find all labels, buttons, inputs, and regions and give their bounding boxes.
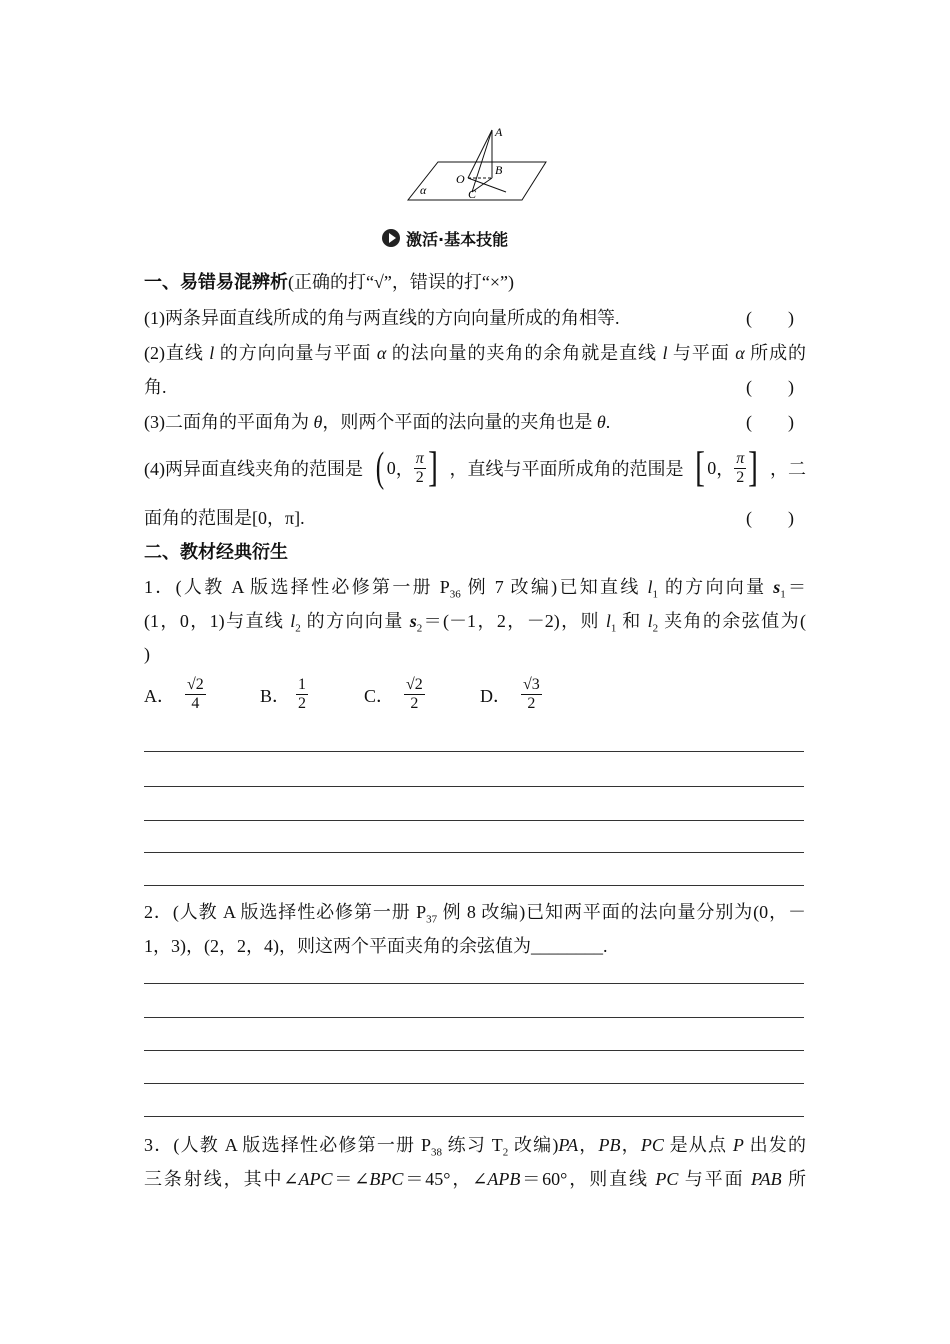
section-header [382, 226, 508, 250]
label-C: C [468, 187, 477, 201]
item-1: (1)两条异面直线所成的角与两直线的方向向量所成的角相等. [144, 308, 620, 328]
item-4-cont: 面角的范围是[0，π]. [144, 508, 305, 528]
answer-line[interactable] [144, 820, 804, 821]
range-open-interval: ( 0 ， $\frac{\pi}{2}$ ] [375, 445, 438, 491]
answer-line[interactable] [144, 751, 804, 752]
play-circle-icon [382, 229, 400, 247]
q1-line1: 1．(人教 A 版选择性必修第一册 $P_{36}$ 例 7 改编)已知直线 $l_1$ 的方向向量 $s_1=$ [144, 577, 807, 601]
answer-line[interactable] [144, 1050, 804, 1051]
answer-line[interactable] [144, 786, 804, 787]
q2-line1: 2．(人教 A 版选择性必修第一册 $P_{37}$ 例 8 改编)已知两平面的法向量分别为(0，－ [144, 902, 806, 926]
label-alpha: α [420, 183, 427, 197]
answer-line[interactable] [144, 1017, 804, 1018]
label-A: A [495, 125, 503, 139]
q1-line3: ) [144, 644, 150, 664]
item-2: (2)直线 l 的方向向量与平面 α 的法向量的夹角的余角就是直线 l 与平面 α 所成的 [144, 343, 807, 363]
item-3: (3)二面角的平面角为 θ，则两个平面的法向量的夹角也是 θ. [144, 412, 611, 432]
section-title: 激活·基本技能 [406, 229, 509, 249]
option-B[interactable]: B． $\frac{1}{2}$ [260, 676, 307, 712]
label-B: B [495, 163, 503, 177]
answer-line[interactable] [144, 852, 804, 853]
answer-line[interactable] [144, 885, 804, 886]
q3-line2: 三条射线，其中∠APC＝∠BPC＝45°，∠APB＝60°，则直线 PC 与平面 PAB 所 [144, 1169, 807, 1189]
option-C[interactable]: C． $\frac{√2}{2}$ [364, 676, 423, 712]
answer-paren-2[interactable]: ( ) [746, 377, 794, 397]
answer-paren-3[interactable]: ( ) [746, 412, 794, 432]
option-A[interactable]: A． $\frac{√2}{4}$ [144, 676, 204, 712]
q1-line2: (1，0，1)与直线 $l_2$ 的方向向量 $s_2=(-1$，2，－2)，则 $l_1$ 和 $l_2$ 夹角的余弦值为( [144, 611, 807, 635]
plane-figure [400, 122, 550, 204]
q3-line1: 3．(人教 A 版选择性必修第一册 $P_{38}$ 练习 $T_2$ 改编)PA，PB，PC 是从点 P 出发的 [144, 1135, 807, 1159]
range-closed-interval: [ 0 ， $\frac{\pi}{2}$ ] [695, 445, 759, 491]
answer-paren-1[interactable]: ( ) [746, 308, 794, 328]
answer-paren-4[interactable]: ( ) [746, 508, 794, 528]
item-4: (4)两异面直线夹角的范围是 ( 0 ， $\frac{\pi}{2}$ ] ，直线与平面所成角的范围是 [ 0 ， $\frac{\pi}{2}$ ] ，二 [144, 445, 806, 491]
segment-OA [468, 130, 492, 178]
option-D[interactable]: D． $\frac{√3}{2}$ [480, 676, 540, 712]
answer-line[interactable] [144, 983, 804, 984]
answer-line[interactable] [144, 1116, 804, 1117]
item-2-cont: 角. [144, 377, 167, 397]
q2-line2: 1，3)，(2，2，4)，则这两个平面夹角的余弦值为________. [144, 936, 608, 956]
part1-heading: 一、易错易混辨析(正确的打“√”，错误的打“×”) [144, 272, 514, 292]
answer-line[interactable] [144, 1083, 804, 1084]
label-O: O [456, 172, 465, 186]
part2-heading: 二、教材经典衍生 [144, 542, 288, 562]
